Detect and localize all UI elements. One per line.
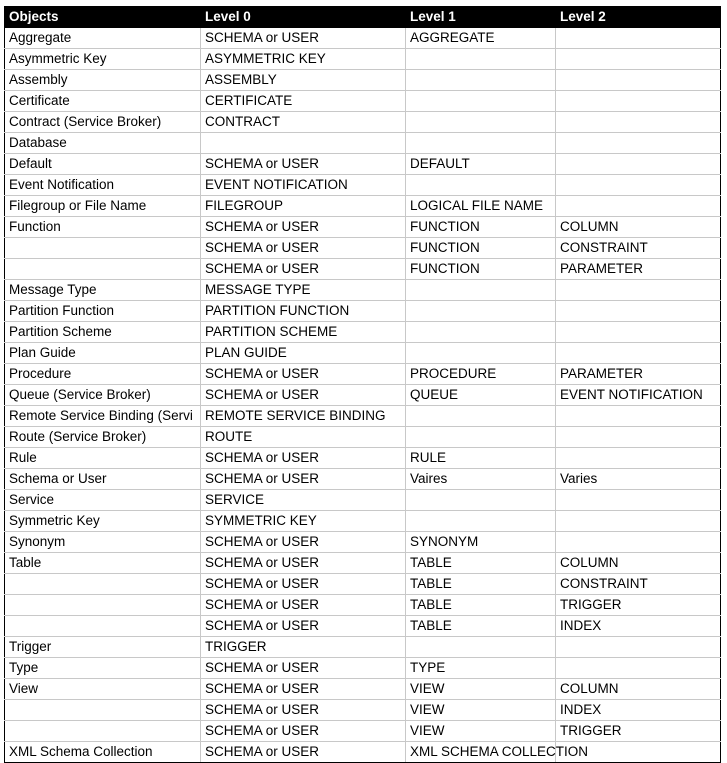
cell-level-2 <box>556 511 721 532</box>
cell-level-0: SYMMETRIC KEY <box>201 511 406 532</box>
table-row <box>5 721 721 742</box>
table-row <box>5 280 721 301</box>
cell-level-1: QUEUE <box>406 385 556 406</box>
table-row <box>5 91 721 112</box>
cell-level-2: PARAMETER <box>556 259 721 280</box>
cell-level-1: TYPE <box>406 658 556 679</box>
cell-level-2 <box>556 448 721 469</box>
cell-level-2: COLUMN <box>556 553 721 574</box>
cell-level-2 <box>556 196 721 217</box>
cell-level-2 <box>556 133 721 154</box>
header-level-0: Level 0 <box>201 7 406 28</box>
cell-object: Schema or User <box>5 469 201 490</box>
cell-object: Function <box>5 217 201 238</box>
cell-level-0: SCHEMA or USER <box>201 574 406 595</box>
table-row <box>5 637 721 658</box>
cell-level-1 <box>406 427 556 448</box>
cell-level-1: LOGICAL FILE NAME <box>406 196 556 217</box>
cell-level-2 <box>556 301 721 322</box>
table-row <box>5 679 721 700</box>
table-row <box>5 301 721 322</box>
cell-object: Aggregate <box>5 28 201 49</box>
cell-object: Trigger <box>5 637 201 658</box>
cell-object: Service <box>5 490 201 511</box>
cell-object: Queue (Service Broker) <box>5 385 201 406</box>
cell-level-1 <box>406 490 556 511</box>
cell-level-0: ASSEMBLY <box>201 70 406 91</box>
cell-object: Filegroup or File Name <box>5 196 201 217</box>
cell-level-0: SCHEMA or USER <box>201 658 406 679</box>
table-row <box>5 553 721 574</box>
cell-object: Route (Service Broker) <box>5 427 201 448</box>
table-row <box>5 70 721 91</box>
cell-level-1 <box>406 112 556 133</box>
cell-level-0 <box>201 133 406 154</box>
table-row <box>5 511 721 532</box>
cell-level-0: TRIGGER <box>201 637 406 658</box>
cell-object: Default <box>5 154 201 175</box>
cell-object: Asymmetric Key <box>5 49 201 70</box>
cell-level-0: SCHEMA or USER <box>201 469 406 490</box>
cell-level-0: SCHEMA or USER <box>201 364 406 385</box>
cell-level-1: SYNONYM <box>406 532 556 553</box>
cell-level-2 <box>556 49 721 70</box>
cell-object: Event Notification <box>5 175 201 196</box>
cell-level-0: CERTIFICATE <box>201 91 406 112</box>
cell-level-1: TABLE <box>406 574 556 595</box>
table-row <box>5 154 721 175</box>
cell-object: Procedure <box>5 364 201 385</box>
cell-object <box>5 721 201 742</box>
table-row <box>5 595 721 616</box>
cell-object: Symmetric Key <box>5 511 201 532</box>
cell-level-0: SCHEMA or USER <box>201 700 406 721</box>
cell-level-0: EVENT NOTIFICATION <box>201 175 406 196</box>
table-row <box>5 238 721 259</box>
cell-level-2 <box>556 322 721 343</box>
cell-level-0: FILEGROUP <box>201 196 406 217</box>
cell-level-1: AGGREGATE <box>406 28 556 49</box>
cell-level-0: SCHEMA or USER <box>201 259 406 280</box>
cell-level-1: Vaires <box>406 469 556 490</box>
cell-object: View <box>5 679 201 700</box>
table-row <box>5 574 721 595</box>
cell-level-1: VIEW <box>406 721 556 742</box>
cell-level-0: PARTITION FUNCTION <box>201 301 406 322</box>
cell-object <box>5 616 201 637</box>
cell-level-0: SCHEMA or USER <box>201 217 406 238</box>
objects-levels-sheet <box>4 6 720 763</box>
cell-level-0: SCHEMA or USER <box>201 28 406 49</box>
cell-level-1 <box>406 133 556 154</box>
cell-level-1 <box>406 301 556 322</box>
table-row <box>5 217 721 238</box>
cell-level-2: COLUMN <box>556 679 721 700</box>
cell-level-2 <box>556 343 721 364</box>
cell-level-2 <box>556 427 721 448</box>
cell-level-1: FUNCTION <box>406 217 556 238</box>
cell-level-1 <box>406 637 556 658</box>
cell-level-2: CONSTRAINT <box>556 238 721 259</box>
cell-object: Contract (Service Broker) <box>5 112 201 133</box>
cell-level-1 <box>406 91 556 112</box>
cell-level-2 <box>556 175 721 196</box>
cell-level-2 <box>556 154 721 175</box>
table-row <box>5 700 721 721</box>
cell-level-0: SCHEMA or USER <box>201 742 406 763</box>
cell-level-1 <box>406 322 556 343</box>
cell-level-2 <box>556 70 721 91</box>
cell-level-2: INDEX <box>556 616 721 637</box>
cell-object: Message Type <box>5 280 201 301</box>
cell-level-0: SCHEMA or USER <box>201 238 406 259</box>
cell-level-1: TABLE <box>406 595 556 616</box>
cell-level-0: SCHEMA or USER <box>201 154 406 175</box>
cell-level-2 <box>556 406 721 427</box>
cell-level-1: TABLE <box>406 553 556 574</box>
cell-level-1: VIEW <box>406 679 556 700</box>
cell-object <box>5 595 201 616</box>
cell-level-2 <box>556 658 721 679</box>
cell-object: Synonym <box>5 532 201 553</box>
table-header <box>5 7 721 28</box>
cell-level-1: FUNCTION <box>406 238 556 259</box>
cell-level-0: CONTRACT <box>201 112 406 133</box>
cell-level-1 <box>406 175 556 196</box>
table-row <box>5 322 721 343</box>
cell-level-2 <box>556 532 721 553</box>
table-row <box>5 742 721 763</box>
table-row <box>5 406 721 427</box>
cell-level-2 <box>556 112 721 133</box>
cell-object: Type <box>5 658 201 679</box>
cell-level-1 <box>406 280 556 301</box>
cell-level-2: CONSTRAINT <box>556 574 721 595</box>
cell-level-1: VIEW <box>406 700 556 721</box>
table-row <box>5 490 721 511</box>
cell-level-0: SERVICE <box>201 490 406 511</box>
cell-level-2: Varies <box>556 469 721 490</box>
cell-object: Assembly <box>5 70 201 91</box>
cell-level-1 <box>406 511 556 532</box>
cell-object <box>5 700 201 721</box>
table-row <box>5 343 721 364</box>
cell-object: Partition Function <box>5 301 201 322</box>
cell-level-1: RULE <box>406 448 556 469</box>
cell-level-0: ROUTE <box>201 427 406 448</box>
cell-level-1: FUNCTION <box>406 259 556 280</box>
cell-level-1 <box>406 343 556 364</box>
cell-level-0: SCHEMA or USER <box>201 385 406 406</box>
cell-level-1: DEFAULT <box>406 154 556 175</box>
cell-level-0: SCHEMA or USER <box>201 448 406 469</box>
cell-object: XML Schema Collection <box>5 742 201 763</box>
cell-level-1: XML SCHEMA COLLECTION <box>406 742 556 763</box>
table-row <box>5 448 721 469</box>
table-row <box>5 469 721 490</box>
cell-object: Remote Service Binding (Servi <box>5 406 201 427</box>
cell-level-2: PARAMETER <box>556 364 721 385</box>
cell-level-2 <box>556 28 721 49</box>
cell-object: Rule <box>5 448 201 469</box>
table-row <box>5 385 721 406</box>
cell-level-2: TRIGGER <box>556 595 721 616</box>
table-row <box>5 658 721 679</box>
cell-level-0: SCHEMA or USER <box>201 553 406 574</box>
table-row <box>5 616 721 637</box>
cell-object: Certificate <box>5 91 201 112</box>
cell-level-0: SCHEMA or USER <box>201 721 406 742</box>
header-level-1: Level 1 <box>406 7 556 28</box>
cell-level-0: PLAN GUIDE <box>201 343 406 364</box>
cell-level-1 <box>406 49 556 70</box>
table-row <box>5 196 721 217</box>
cell-level-0: SCHEMA or USER <box>201 679 406 700</box>
cell-level-2: EVENT NOTIFICATION <box>556 385 721 406</box>
cell-level-1 <box>406 70 556 91</box>
table-row <box>5 259 721 280</box>
cell-level-0: MESSAGE TYPE <box>201 280 406 301</box>
cell-object: Table <box>5 553 201 574</box>
cell-level-1: TABLE <box>406 616 556 637</box>
cell-object <box>5 238 201 259</box>
cell-level-2 <box>556 637 721 658</box>
table-body <box>5 28 721 763</box>
table-row <box>5 175 721 196</box>
objects-levels-table <box>4 6 721 763</box>
cell-level-0: REMOTE SERVICE BINDING <box>201 406 406 427</box>
header-level-2: Level 2 <box>556 7 721 28</box>
table-row <box>5 28 721 49</box>
header-row <box>5 7 721 28</box>
table-row <box>5 364 721 385</box>
cell-level-2 <box>556 280 721 301</box>
cell-object: Plan Guide <box>5 343 201 364</box>
cell-level-2 <box>556 91 721 112</box>
cell-level-2: TRIGGER <box>556 721 721 742</box>
cell-object: Database <box>5 133 201 154</box>
cell-level-2 <box>556 490 721 511</box>
cell-object <box>5 574 201 595</box>
header-objects: Objects <box>5 7 201 28</box>
cell-object <box>5 259 201 280</box>
table-row <box>5 427 721 448</box>
cell-level-0: PARTITION SCHEME <box>201 322 406 343</box>
cell-level-2: COLUMN <box>556 217 721 238</box>
cell-level-1 <box>406 406 556 427</box>
cell-object: Partition Scheme <box>5 322 201 343</box>
cell-level-0: ASYMMETRIC KEY <box>201 49 406 70</box>
cell-level-0: SCHEMA or USER <box>201 595 406 616</box>
cell-level-0: SCHEMA or USER <box>201 616 406 637</box>
cell-level-1: PROCEDURE <box>406 364 556 385</box>
table-row <box>5 112 721 133</box>
table-row <box>5 49 721 70</box>
table-row <box>5 133 721 154</box>
table-row <box>5 532 721 553</box>
cell-level-2: INDEX <box>556 700 721 721</box>
cell-level-0: SCHEMA or USER <box>201 532 406 553</box>
